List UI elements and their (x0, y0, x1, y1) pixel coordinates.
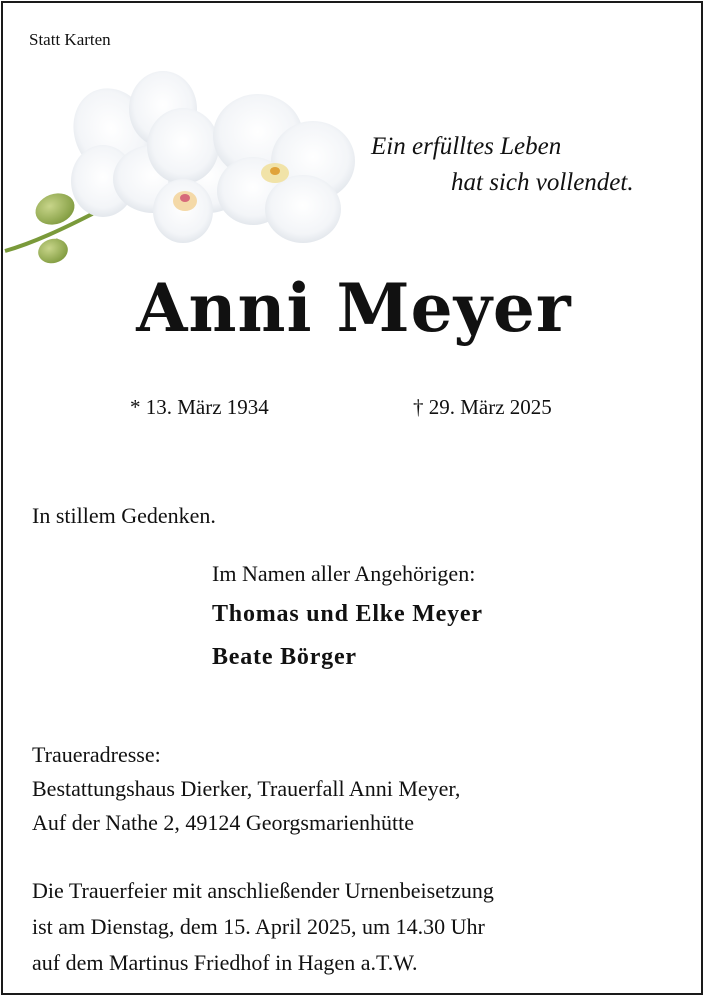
service-line: ist am Dienstag, dem 15. April 2025, um 14.30 Uhr (32, 914, 485, 939)
service-line: Die Trauerfeier mit anschließender Urnenbeisetzung (32, 878, 494, 903)
statt-karten-note: Statt Karten (29, 30, 111, 49)
address-line: Auf der Nathe 2, 49124 Georgsmarienhütte (32, 810, 415, 835)
address-line: Bestattungshaus Dierker, Trauerfall Anni Meyer, (32, 776, 461, 801)
motto-line-1: Ein erfülltes Leben (371, 133, 562, 160)
motto-line-2: hat sich vollendet. (451, 169, 634, 196)
orchid-illustration (3, 61, 373, 276)
deceased-name: Anni Meyer (136, 269, 572, 347)
obituary-card (1, 1, 703, 995)
address-label: Traueradresse: (32, 742, 161, 767)
behalf-line: Im Namen aller Angehörigen: (212, 561, 476, 586)
mourner-name: Beate Börger (212, 644, 357, 670)
birth-date: * 13. März 1934 (130, 395, 269, 419)
memory-line: In stillem Gedenken. (32, 503, 216, 528)
funeral-service-info (32, 873, 494, 981)
death-date: † 29. März 2025 (413, 395, 552, 419)
service-line: auf dem Martinus Friedhof in Hagen a.T.W. (32, 950, 418, 975)
mourner-name: Thomas und Elke Meyer (212, 601, 483, 627)
mourning-address (32, 738, 460, 840)
